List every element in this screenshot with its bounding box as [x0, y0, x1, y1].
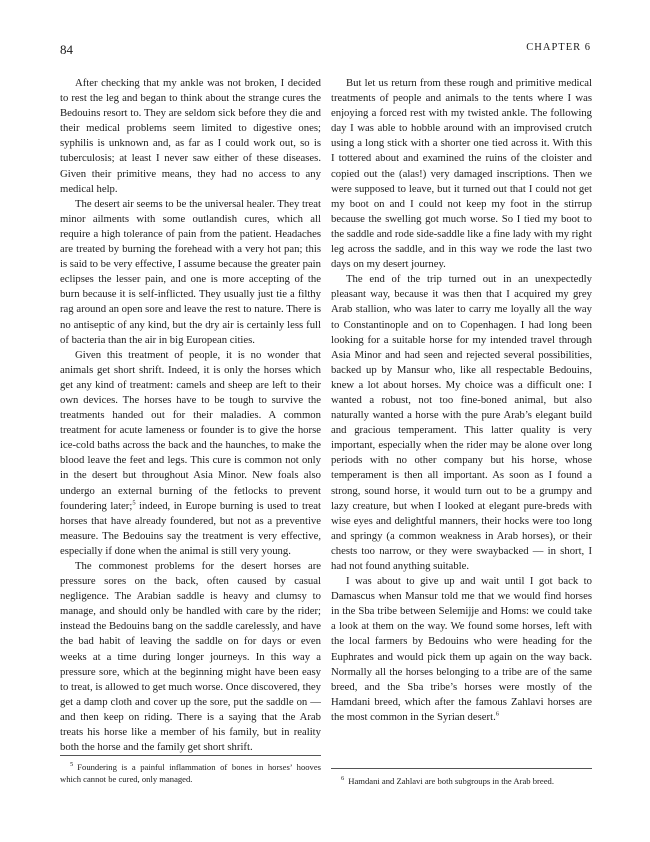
footnote-marker: 5	[70, 761, 74, 769]
footnote-divider	[331, 768, 592, 769]
footnote-text: Hamdani and Zahlavi are both subgroups in the Arab breed.	[348, 776, 554, 786]
paragraph-text: I was about to give up and wait until I got back to Damascus when Mansur told me that we would find horses in the Sba tribe between Selemijje and Homs: we could take a look at them on the way. We found some horses, left with the local farmers by Bedouins who were heading for the Euphrates and would pick them up again on the way back. Normally all the horses belonging to a tribe are of the same breed, and the Sba tribe’s horses were mostly of the Hamdani breed, which after the famous Zahlavi horses are the most common in the Syrian desert.	[331, 575, 592, 723]
footnote-text: Foundering is a painful inflammation of bones in horses’ hooves which cannot be cured, only managed.	[60, 762, 321, 784]
page-number: 84	[60, 42, 73, 57]
footnote-divider	[60, 755, 321, 756]
footnote-reference[interactable]: 6	[495, 710, 499, 718]
paragraph	[331, 574, 592, 725]
running-header	[60, 42, 591, 62]
right-column	[331, 76, 592, 725]
paragraph-text: indeed, in Europe burning is used to treat horses that have already foundered, but not as a preventive measure. The Bedouins say the treatment is very effective, especially if done when the animal is still very young.	[60, 499, 321, 557]
paragraph: The end of the trip turned out in an unexpectedly pleasant way, because it was then that I acquired my grey Arab stallion, who was later to carry me loyally all the way to Constantinople and on to Copenhagen. I had long been looking for a suitable horse for my intended travel through Asia Minor and had seen and rejected several possibilities, backed up by Mansur who, like all respectable Bedouins, knew a lot about horses. My choice was a difficult one: I wanted a robust, not too fine-boned animal, but also naturally wanted a horse with the pure Arab’s elegant build and gracious temperament. This latter quality is very important, especially when the rider may be alone over long periods with no other company but his horse, whose temperament is then all important. As soon as I found a strong, sound horse, it would turn out to be a grumpy and lazy creature, but when I looked at elegant pure-breds with wise eyes and delightful manners, their hocks were too long and springy (a common weakness in Arab horses), or their chests too narrow, or they were swaybacked — in short, I had not found anything suitable.	[331, 273, 592, 572]
footnote-6	[331, 776, 592, 788]
paragraph: But let us return from these rough and primitive medical treatments of people and animals to the tents where I was enjoying a forced rest with my twisted ankle. The following day I was able to hobble around with an improvised crutch using a long stick with a shorter one tied across it. With this I tottered about and examined the ruins of the cloister and copied out the (alas!) very damaged inscriptions. Then we were supposed to leave, but it turned out that I could not get my boot on and I could not keep my foot in the stirrup because the swelling got much worse. So I tied my boot to the saddle and rode side-saddle like a fine lady with my right leg across the saddle, and in this way we rode the last two days on my desert journey.	[331, 77, 592, 271]
chapter-label: CHAPTER 6	[526, 42, 591, 53]
paragraph	[60, 348, 321, 559]
paragraph: The desert air seems to be the universal healer. They treat minor ailments with some outlandish cures, which all require a high tolerance of pain from the patient. Headaches are treated by burning the forehead with a very hot pan; this is said to be very effective, I assume because the greater pain eclipses the lesser pain, and one is more accepting of the burn because it is self-inflicted. They usually just tie a filthy rag around an open sore and leave the rest to nature. There is no antiseptic of any kind, but the dry air is certainly less full of bacteria than the air in big European cities.	[60, 197, 321, 346]
footnote-5	[60, 762, 321, 786]
footnote-marker: 6	[341, 775, 345, 783]
left-column	[60, 76, 321, 755]
paragraph: After checking that my ankle was not broken, I decided to rest the leg and began to think about the strange cures the Bedouins resort to. They are seldom sick before they die and their medical problems seem limited to digestive ones; syphilis is unknown and, as far as I could work out, so is tuberculosis; at least I never saw either of these diseases. Given their primitive means, they had no access to any medical help.	[60, 77, 321, 195]
paragraph-text: Given this treatment of people, it is no wonder that animals get short shrift. Indeed, it is only the horses which get any kind of treatment: camels and sheep are left to their own devices. The horses have to be tough to survive the treatments handed out for their maladies. A common treatment for acute lameness or founder is to give the horse ice-cold baths across the back and the haunches, to make the blood leave the feet and legs. This cure is common not only in the desert but throughout Asia Minor. New foals also undergo an external burning of the fetlocks to prevent foundering later;	[60, 348, 321, 512]
paragraph: The commonest problems for the desert horses are pressure sores on the back, often caused by casual negligence. The Arabian saddle is heavy and clumsy to manage, and should only be handled with care by the rider; instead the Bedouins bang on the saddle carelessly, and have the bad habit of leaving the saddle on for days or even weeks at a time during longer journeys. In this way a pressure sore, which at the beginning might have been easy to treat, is allowed to get much worse. Once discovered, they get a damp cloth and cover up the sore, put the saddle on — and then keep on riding. There is a saying that the Arab treats his horse like a member of his family, but in reality both the horse and the family get short shrift.	[60, 560, 321, 754]
footnote-reference[interactable]: 5	[132, 499, 136, 507]
